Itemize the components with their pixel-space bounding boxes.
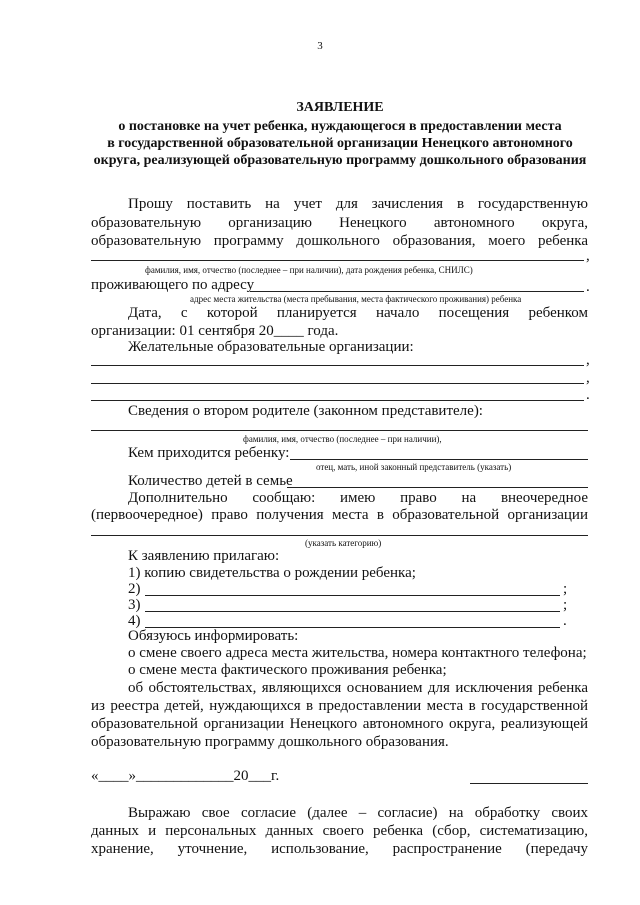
attach-label: К заявлению прилагаю: [128,548,280,564]
second-parent-label: Сведения о втором родителе (законном представителе): [128,403,483,419]
oblige-label: Обязуюсь информировать: [128,628,299,644]
page-number: 3 [317,40,323,52]
attach-item: 4) [128,613,141,629]
desired-org-field[interactable] [91,400,584,401]
date-line: организации: 01 сентября 20____ года. [91,323,339,339]
request-line: образовательную программу дошкольного образования, моего ребенка [91,233,588,249]
request-line: образовательную организацию Ненецкого автономного округа, [91,215,588,231]
address-caption: адрес места жительства (места пребывания, места фактического проживания) ребенка [190,294,522,304]
request-line: Прошу поставить на учет для зачисления в государственную [128,196,588,212]
comma: , [586,352,590,368]
children-count-field[interactable] [287,487,588,488]
address-field[interactable] [250,291,584,292]
period: . [563,613,567,629]
desired-label: Желательные образовательные организации: [128,339,414,355]
attach-item: 2) [128,581,141,597]
attachment-field[interactable] [145,611,560,612]
semicolon: ; [563,597,568,613]
relation-field[interactable] [290,459,588,460]
subtitle-line: о постановке на учет ребенка, нуждающегося в предоставлении места [118,119,562,134]
relation-label: Кем приходится ребенку: [128,445,290,461]
subtitle-line: в государственной образовательной организации Ненецкого автономного [107,136,573,151]
comma: , [586,370,590,386]
extra-line: Дополнительно сообщаю: имею право на внеочередное [128,490,588,506]
signature-field[interactable] [470,783,588,784]
second-parent-field[interactable] [91,430,588,431]
document-title: ЗАЯВЛЕНИЕ [296,100,384,115]
desired-org-field[interactable] [91,383,584,384]
attach-item: 3) [128,597,141,613]
circumstances-line: образовательную программу дошкольного образования. [91,734,449,750]
child-caption: фамилия, имя, отчество (последнее – при наличии), дата рождения ребенка, СНИЛС) [145,265,473,275]
extra-line: (первоочередное) право получения места в образовательной организации [91,507,588,523]
subtitle-line: округа, реализующей образовательную программу дошкольного образования [93,153,587,168]
circumstances-line: из реестра детей, нуждающихся в предоставлении места в государственной [91,698,588,714]
desired-org-field[interactable] [91,365,584,366]
oblige-item: о смене своего адреса места жительства, номера контактного телефона; [128,645,587,661]
period: . [586,279,590,295]
oblige-item: о смене места фактического проживания ребенка; [128,662,447,678]
category-caption: (указать категорию) [305,538,382,548]
date-sign: «____»_____________20___г. [91,768,280,784]
consent-line: Выражаю свое согласие (далее – согласие) на обработку своих [128,805,588,821]
child-name-field[interactable] [91,260,584,261]
children-count-label: Количество детей в семье [128,473,293,489]
consent-line: хранение, уточнение, использование, распространение (передачу [91,841,588,857]
attachment-field[interactable] [145,595,560,596]
comma: , [586,248,590,264]
date-line: Дата, с которой планируется начало посещения ребенком [128,305,588,321]
relation-caption: отец, мать, иной законный представитель (указать) [316,462,512,472]
circumstances-line: образовательной организации Ненецкого автономного округа, реализующей [91,716,588,732]
category-field[interactable] [91,535,588,536]
second-parent-caption: фамилия, имя, отчество (последнее – при наличии), [243,434,442,444]
circumstances-line: об обстоятельствах, являющихся основанием для исключения ребенка [128,680,588,696]
semicolon: ; [563,581,568,597]
consent-line: данных и персональных данных своего ребенка (сбор, систематизацию, [91,823,588,839]
attach-item: 1) копию свидетельства о рождении ребенка; [128,565,416,581]
period: . [586,387,590,403]
address-label: проживающего по адресу [91,277,255,293]
